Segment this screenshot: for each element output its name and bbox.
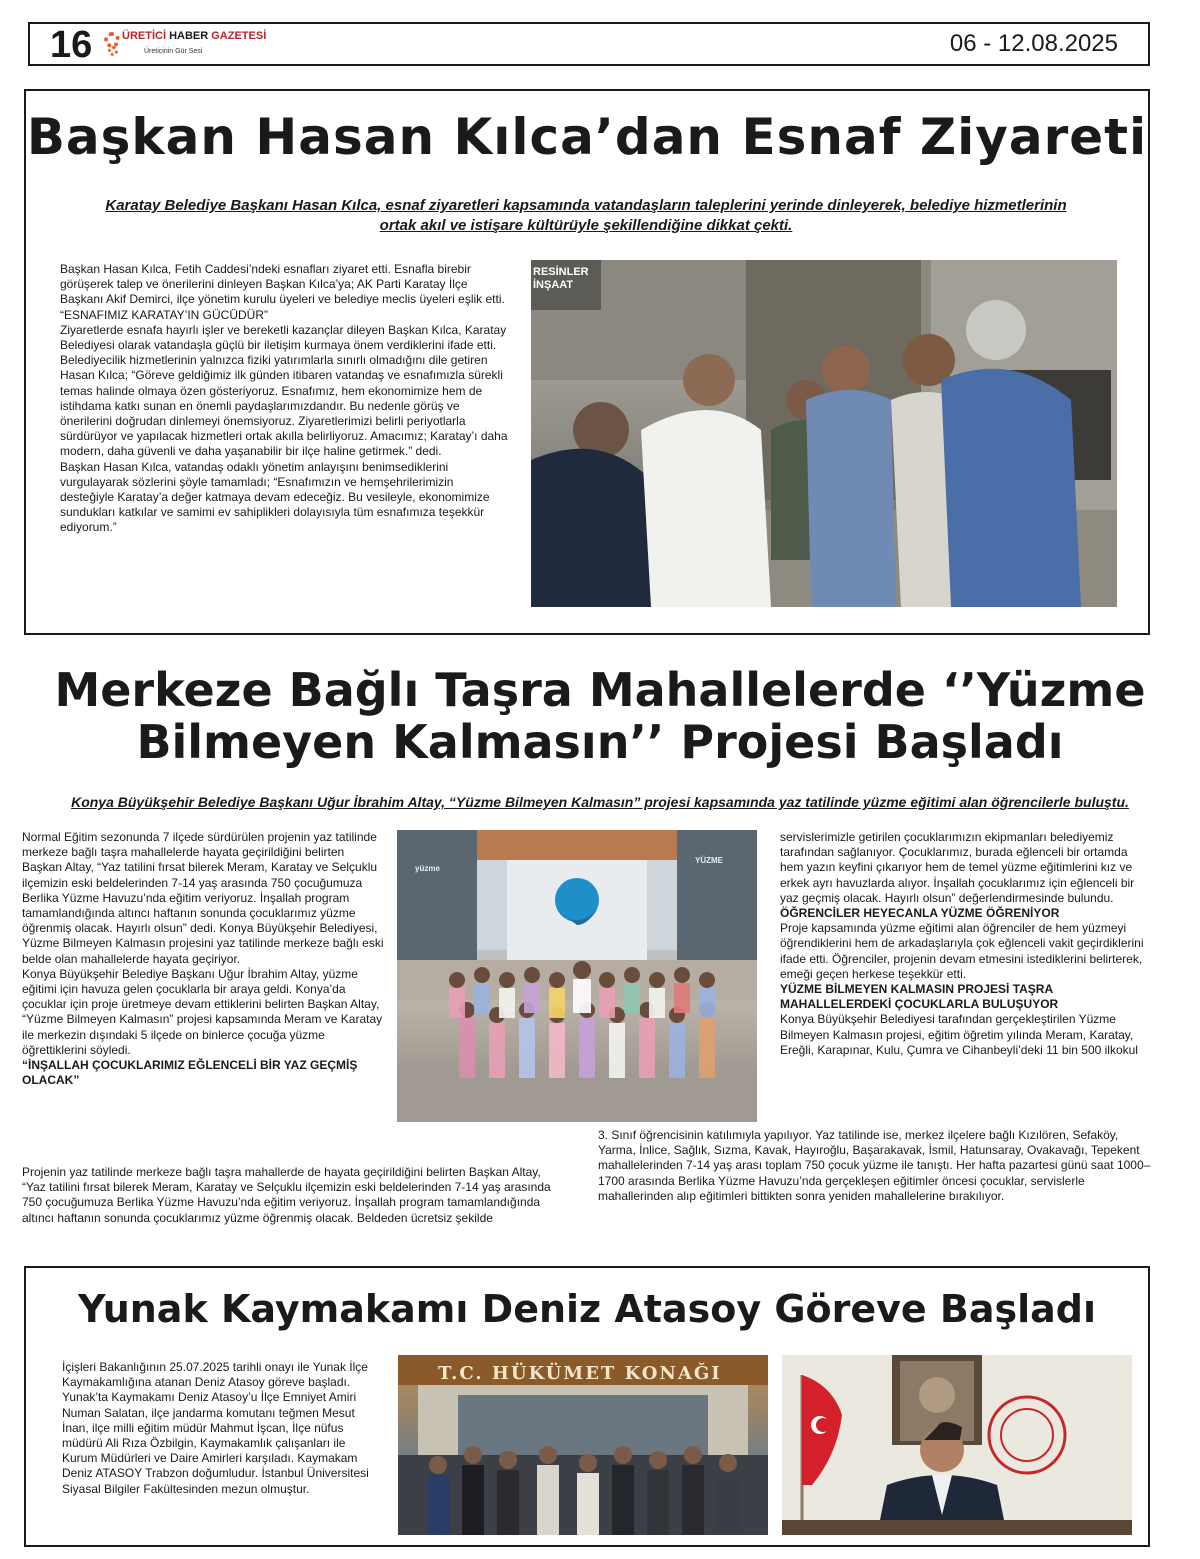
article-1-subhead: “ESNAFIMIZ KARATAY’IN GÜCÜDÜR”	[60, 307, 269, 322]
article-3-headline: Yunak Kaymakamı Deniz Atasoy Göreve Başladı	[77, 1287, 1097, 1331]
article-1-body	[60, 262, 510, 536]
article-2-column-1-bottom	[22, 1165, 562, 1226]
article-3-photo-office	[782, 1355, 1132, 1535]
newspaper-name-part3: GAZETESİ	[211, 30, 267, 42]
article-2-paragraph: Normal Eğitim sezonunda 7 ilçede sürdürülen projenin yaz tatilinde merkeze bağlı taşra mahallelerde hayata geçirildiğini belirten Başkan Altay, “Yaz tatilini fırsat bilerek Meram, Karatay ve Selçuklu ilçemizin eski beldelerinden 7-14 yaş arasında 750 çocuğumuza Berlika Yüzme Havuzu’nda eğitim veriyoruz. İnşallah program tamamlandığında altıncı haftanın sonunda çocuklarımız yüzme öğrenmiş olacak. Hayırlı olsun” dedi. Konya Büyükşehir Belediyesi, Yüzme Bilmeyen Kalmasın projesini yaz tatilinde merkeze bağlı eski belde olan mahallelerde hayata geçiriyor.	[22, 830, 384, 966]
article-2-paragraph: Konya Büyükşehir Belediye Başkanı Uğur İbrahim Altay, yüzme eğitimi için havuza gelen çocuklarla bir araya geldi. Konya’da çocuklar için proje üretmeye devam ettiklerini belirten Başkan Altay, “Yüzme Bilmeyen Kalmasın” projesi kapsamında Meram ve Karatay ile merkezin dışındaki 5 ilçede on binlerce çocuğa yüzme öğrettiklerini söyledi.	[22, 966, 383, 1057]
page-header	[28, 22, 1150, 66]
article-2-paragraph: Proje kapsamında yüzme eğitimi alan öğrenciler de hem yüzmeyi öğrendiklerini hem de arkadaşlarıyla çok eğlenceli vakit geçirdiklerini ifade etti. Öğrenciler, projenin devam etmesini istediklerini belirterek, emeği geçen herkese teşekkür etti.	[780, 921, 1144, 981]
page-number: 16	[50, 24, 93, 66]
article-1-paragraph: Başkan Hasan Kılca, vatandaş odaklı yönetim anlayışını benimsediklerini vurgulayarak sözlerini şöyle tamamladı; “Esnafımızın ve hemşehrilerimizin desteğiyle Karatay’a değer katmaya devam edeceğiz. Bu vesileyle, ekonomimize sundukları katkılar ve samimi ev sahiplikleri dolayısıyla tüm esnafımıza teşekkür ediyorum.”	[60, 459, 490, 535]
article-3-paragraph: İçişleri Bakanlığının 25.07.2025 tarihli onayı ile Yunak İlçe Kaymakamlığına atanan Deniz Atasoy göreve başladı.	[62, 1360, 368, 1390]
newspaper-slogan: Üreticinin Gür Sesi	[144, 48, 203, 55]
article-2-paragraph: Projenin yaz tatilinde merkeze bağlı taşra mahallerde de hayata geçirildiğini belirten Başkan Altay, “Yaz tatilini fırsat bilerek Meram, Karatay ve Selçuklu ilçemizin eski beldelerinden 7-14 yaş arasında 750 çocuğumuza Berlika Yüzme Havuzu’nda eğitim veriyoruz. İnşallah program tamamlandığında altıncı haftanın sonunda çocuklarımız yüzme öğrenmiş olacak. Beldeden ücretsiz şekilde	[22, 1165, 551, 1225]
article-1-photo	[531, 260, 1117, 607]
building-sign: T.C. HÜKÜMET KONAĞI	[438, 1363, 722, 1384]
article-2-subhead: “İNŞALLAH ÇOCUKLARIMIZ EĞLENCELİ BİR YAZ GEÇMİŞ OLACAK”	[22, 1058, 358, 1088]
article-2-headline: Merkeze Bağlı Taşra Mahallelerde ‘’Yüzme Bilmeyen Kalmasın’’ Projesi Başladı	[54, 663, 1146, 769]
article-1-deck: Karatay Belediye Başkanı Hasan Kılca, esnaf ziyaretleri kapsamında vatandaşların taleplerini yerinde dinleyerek, belediye hizmetlerinin ortak akıl ve istişare kültürüyle şekillendiğine dikkat çekti.	[105, 197, 1067, 234]
article-1-headline: Başkan Hasan Kılca’dan Esnaf Ziyareti	[26, 108, 1148, 166]
article-3-photo-group	[398, 1355, 768, 1535]
article-2-paragraph: Konya Büyükşehir Belediyesi tarafından gerçekleştirilen Yüzme Bilmeyen Kalmasın projesi, eğitim öğretim yılında Meram, Karatay, Ereğli, Karapınar, Kulu, Çumra ve Cihanbeyli’deki 11 bin 500 ilkokul	[780, 1012, 1138, 1057]
photo-sign-text: yüzme	[415, 864, 440, 873]
article-3-paragraph: Yunak’ta Kaymakamı Deniz Atasoy’u İlçe Emniyet Amiri Numan Salatan, ilçe jandarma komutanı teğmen Mesut İnan, ilçe milli eğitim müdür Mahmut İşcan, İlçe nüfus müdürü Ali Rıza Özbilgin, Kaymakamlık çalışanları ile Kurum Müdürleri ve Daire Amirleri karşıladı. Kaymakam Deniz ATASOY Trabzon doğumludur. İstanbul Üniversitesi Siyasal Bilgiler Fakültesinden mezun olmuştur.	[62, 1390, 369, 1496]
article-3-body	[62, 1360, 382, 1497]
article-2-photo	[397, 830, 757, 1122]
photo-sign-text: YÜZME	[695, 856, 723, 865]
photo-sign-text: RESİNLER İNŞAAT	[533, 266, 589, 291]
article-1-paragraph: Başkan Hasan Kılca, Fetih Caddesi’ndeki esnafları ziyaret etti. Esnafla birebir görüşerek talep ve önerilerini dinleyen Başkan Kılca’ya; AK Parti Karatay İlçe Başkanı Akif Demirci, ilçe yönetim kurulu üyeleri ve belediye meclis üyeleri eşlik etti.	[60, 262, 505, 307]
newspaper-logo	[104, 30, 267, 62]
article-2-column-1	[22, 830, 384, 1088]
article-2-column-2	[780, 830, 1152, 1058]
group-of-children	[397, 830, 757, 1122]
article-2-paragraph: servislerimizle getirilen çocuklarımızın ekipmanları belediyemiz tarafından sağlanıyor. Çocuklarımız, burada eğlenceli bir ortamda hem yazın keyfini çıkarıyor hem de temel yüzme eğitimlerini kız ve erkek ayrı havuzlarda alıyor. İnşallah çocuklarımız için eğlenceli bir yaz geçmiş olacak. Hayırlı olsun” değerlendirmesinde bulundu.	[780, 830, 1135, 905]
article-1-paragraph: Ziyaretlerde esnafa hayırlı işler ve bereketli kazançlar dileyen Başkan Kılca, Karatay Belediyesi olarak vatandaşla güçlü bir iletişim kurmaya önem verdiklerini ifade etti. Belediyecilik hizmetlerinin yalnızca fiziki yatırımlarla sınırlı olmadığını dile getiren Hasan Kılca; “Göreve geldiğimiz ilk günden itibaren vatandaş ve esnafımızla sürekli temas halinde olmaya özen gösteriyoruz. Esnafımız, hem ekonomimize hem de istihdama katkı sunan en önemli paydaşlarımızdandır. Bu nedenle görüş ve önerilerini doğrudan dinlemeyi önemsiyoruz. Ziyaretlerimizi belirli periyotlarla sürdürüyor ve yapılacak hizmetleri ortak akılla belirliyoruz. Amacımız; Karatay’ı daha modern, daha güvenli ve daha yaşanabilir bir ilçe haline getirmek.” dedi.	[60, 322, 508, 459]
article-2-paragraph: 3. Sınıf öğrencisinin katılımıyla yapılıyor. Yaz tatilinde ise, merkez ilçelere bağlı Kızılören, Sefaköy, Yarma, İnlice, Sağlık, Sızma, Kavak, Hayıroğlu, Başarakavak, İsmil, Hatunsaray, Ovakavağı, Tepekent mahallelerinden 7-14 yaş arası toplam 750 çocuk yüzme ile tanıştı. Her hafta pazartesi günü saat 1000–1700 arasında Berlika Yüzme Havuzu’nda gerçekleşen eğitimler öncesi çocuklar, servislerle mahallerinden alıp eğitimleri bittikten sonra yeniden mahallelerine bırakılıyor.	[598, 1128, 1151, 1203]
newspaper-name-part2: HABER	[169, 30, 209, 42]
small-gear-icon	[108, 46, 118, 56]
article-2-column-2-bottom	[598, 1128, 1153, 1204]
article-2-subhead: YÜZME BİLMEYEN KALMASIN PROJESİ TAŞRA MAHALLELERDEKİ ÇOCUKLARLA BULUŞUYOR	[780, 982, 1059, 1012]
newspaper-name	[122, 30, 266, 42]
article-2-subhead: ÖĞRENCİLER HEYECANLA YÜZME ÖĞRENİYOR	[780, 906, 1060, 921]
newspaper-name-part1: ÜRETİCİ	[122, 30, 166, 42]
issue-date: 06 - 12.08.2025	[949, 30, 1118, 57]
article-2-deck: Konya Büyükşehir Belediye Başkanı Uğur İbrahim Altay, “Yüzme Bilmeyen Kalmasın” projesi kapsamında yaz tatilinde yüzme eğitimi alan öğrencilerle buluştu.	[71, 794, 1129, 810]
